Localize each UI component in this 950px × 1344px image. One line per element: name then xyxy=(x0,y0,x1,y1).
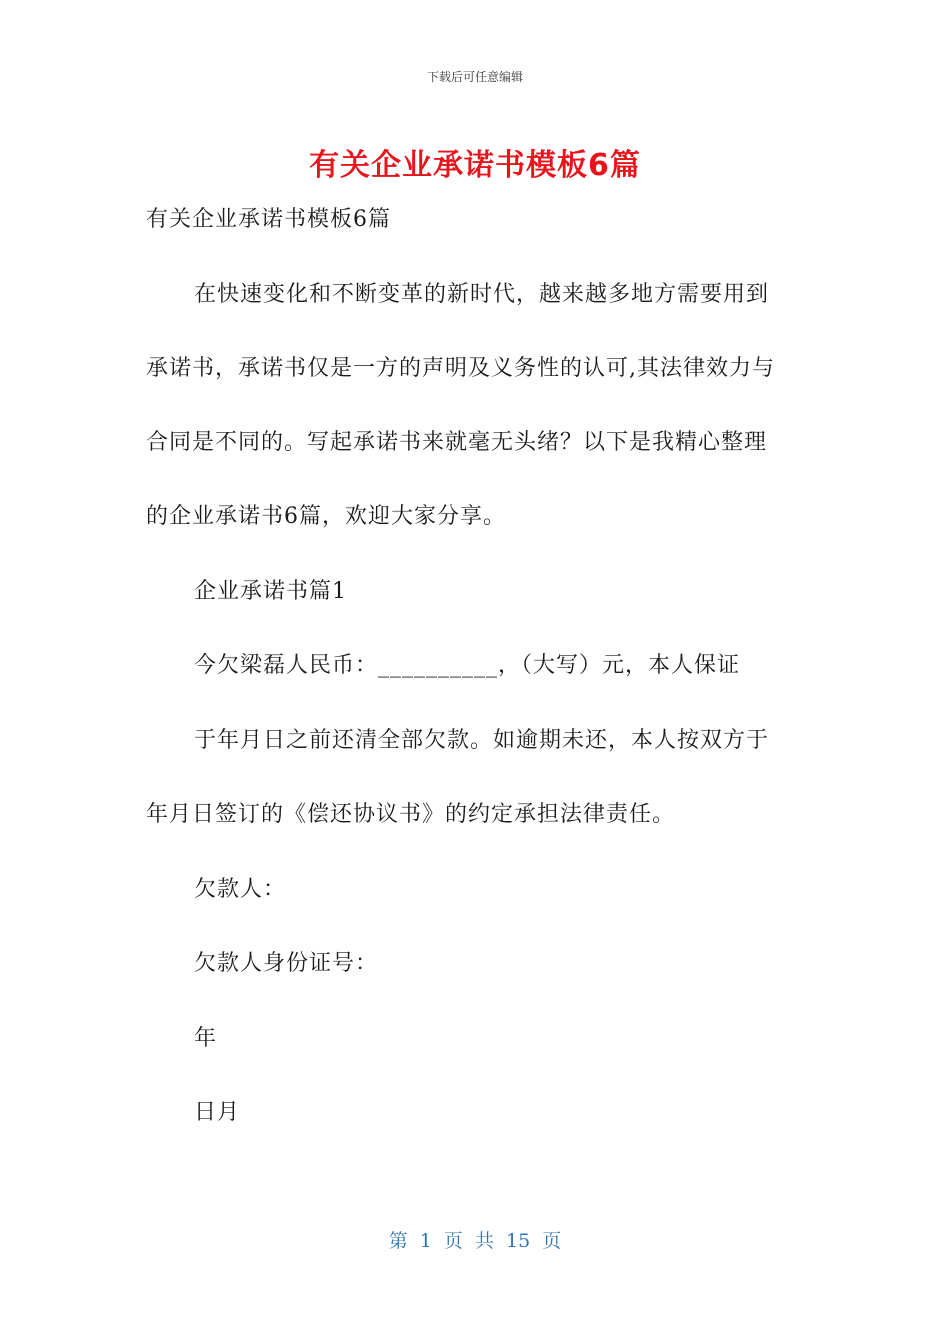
body-paragraph-line: 在快速变化和不断变革的新时代，越来越多地方需要用到 xyxy=(194,282,770,307)
header-note: 下载后可任意编辑 xyxy=(426,70,523,84)
body-paragraph-line: 于年月日之前还清全部欠款。如逾期未还，本人按双方于 xyxy=(194,728,770,753)
body-paragraph-line: 的企业承诺书6篇，欢迎大家分享。 xyxy=(146,504,506,529)
document-title: 有关企业承诺书模板6篇 xyxy=(309,148,641,183)
section-heading: 企业承诺书篇1 xyxy=(194,579,347,604)
year-label: 年 xyxy=(194,1026,218,1051)
body-paragraph-line: 承诺书，承诺书仅是一方的声明及义务性的认可,其法律效力与 xyxy=(146,356,775,381)
body-paragraph-line: 年月日签订的《偿还协议书》的约定承担法律责任。 xyxy=(146,802,676,827)
body-paragraph-line: 今欠梁磊人民币：__________，（大写）元，本人保证 xyxy=(194,653,741,678)
page-number-footer: 第 1 页 共 15 页 xyxy=(388,1230,562,1252)
subtitle-line: 有关企业承诺书模板6篇 xyxy=(146,207,391,232)
body-paragraph-line: 合同是不同的。写起承诺书来就毫无头绪？以下是我精心整理 xyxy=(146,430,768,455)
debtor-id-label: 欠款人身份证号： xyxy=(194,951,379,976)
debtor-label: 欠款人： xyxy=(194,877,287,902)
day-month-label: 日月 xyxy=(194,1100,241,1125)
